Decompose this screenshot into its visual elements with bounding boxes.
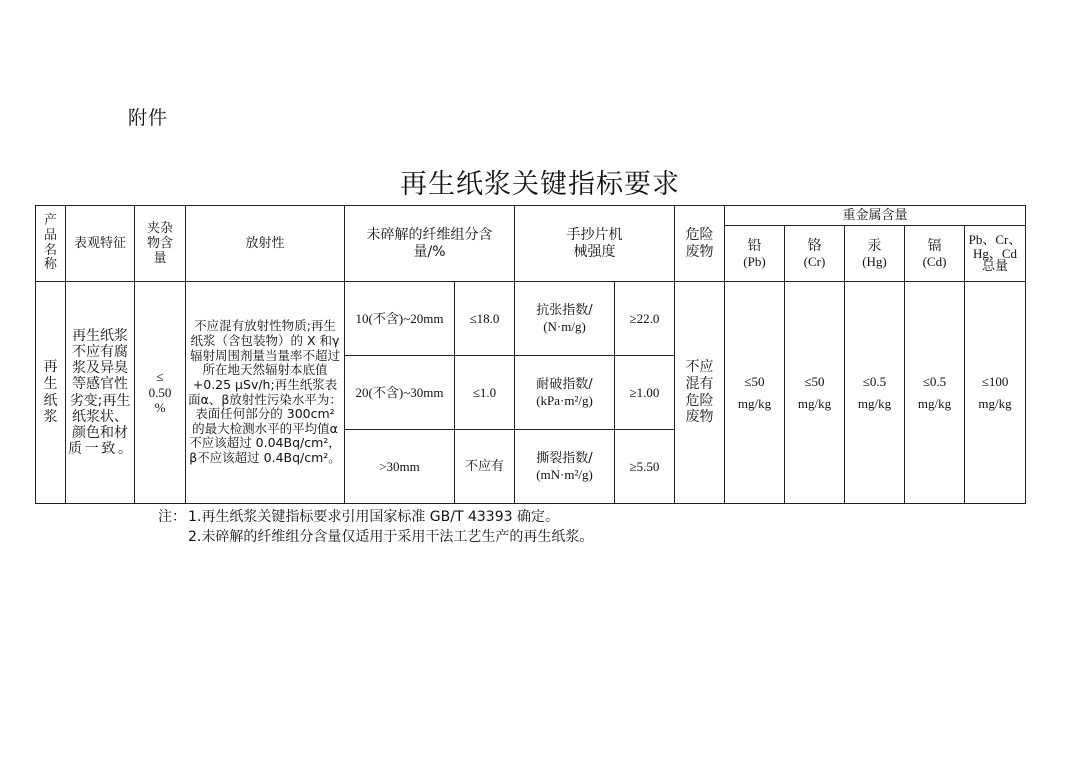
product-cell: 再生纸浆 <box>36 282 66 504</box>
header-hazardous: 危险废物 <box>675 206 725 282</box>
tensile-unit: (N·m/g) <box>543 318 586 334</box>
fiber-range-3: >30mm <box>345 430 455 504</box>
total-limit: ≤100 <box>981 374 1009 390</box>
total-line1: Pb、Cr、 <box>968 232 1022 248</box>
fiber-range-2: 20(不含)~30mm <box>345 356 455 430</box>
tear-label: 撕裂指数/ <box>536 451 593 467</box>
impurity-cell <box>135 282 186 504</box>
hg-limit-cell <box>845 282 905 504</box>
header-hg <box>845 226 905 282</box>
spec-table <box>35 205 1026 504</box>
header-total <box>965 226 1026 282</box>
attachment-label: 附件 <box>128 107 169 129</box>
tensile-label: 抗张指数/ <box>536 303 593 319</box>
hg-unit: mg/kg <box>857 395 892 411</box>
fiber-limit-3: 不应有 <box>455 430 515 504</box>
header-cr <box>785 226 845 282</box>
total-unit: mg/kg <box>978 395 1012 411</box>
cd-unit: mg/kg <box>917 395 952 411</box>
cd-symbol: (Cd) <box>922 254 947 270</box>
note-2-text: 2.未碎解的纤维组分含量仅适用于采用干法工艺生产的再生纸浆。 <box>188 529 594 545</box>
note-1-text: 1.再生纸浆关键指标要求引用国家标准 GB/T 43393 确定。 <box>188 509 559 525</box>
fiber-limit-2: ≤1.0 <box>455 356 515 430</box>
strength-name-3 <box>515 430 615 504</box>
burst-unit: (kPa·m²/g) <box>536 392 593 408</box>
header-handsheet: 手抄片机械强度 <box>515 206 675 282</box>
appearance-cell: 再生纸浆不应有腐浆及异臭等感官性劣变;再生纸浆状、颜色和材质一致。 <box>66 282 135 504</box>
pb-name: 铅 <box>747 237 762 254</box>
hg-symbol: (Hg) <box>862 254 887 270</box>
strength-name-2 <box>515 356 615 430</box>
radioactivity-cell: 不应混有放射性物质;再生纸浆（含包装物）的 X 和γ辐射周围剂量当量率不超过所在地天然辐射本底值 +0.25 μSv/h;再生纸浆表面α、β放射性污染水平为：表面任何部分的 300cm² 的最大检测水平的平均值α不应该超过 0.04Bq/cm²，β不应该超过 0.4Bq/cm²。 <box>186 282 345 504</box>
strength-limit-3: ≥5.50 <box>615 430 675 504</box>
document-title: 再生纸浆关键指标要求 <box>400 169 680 200</box>
data-row-1 <box>36 282 1026 356</box>
total-limit-cell <box>965 282 1026 504</box>
header-appearance: 表观特征 <box>66 206 135 282</box>
strength-name-1 <box>515 282 615 356</box>
cr-limit-cell <box>785 282 845 504</box>
burst-label: 耐破指数/ <box>536 377 593 393</box>
notes-label: 注： <box>158 509 186 525</box>
hazardous-cell: 不应混有危险废物 <box>675 282 725 504</box>
header-product-name: 产品名称 <box>36 206 66 282</box>
pb-unit: mg/kg <box>737 395 772 411</box>
header-heavy-metal: 重金属含量 <box>725 206 1026 226</box>
pb-symbol: (Pb) <box>743 254 766 270</box>
strength-limit-1: ≥22.0 <box>615 282 675 356</box>
strength-limit-2: ≥1.00 <box>615 356 675 430</box>
impurity-unit: % <box>154 400 166 416</box>
cr-limit: ≤50 <box>804 374 825 390</box>
fiber-limit-1: ≤18.0 <box>455 282 515 356</box>
header-cd <box>905 226 965 282</box>
cr-name: 铬 <box>807 237 822 254</box>
cd-name: 镉 <box>927 237 942 254</box>
pb-limit: ≤50 <box>744 374 765 390</box>
impurity-symbol: ≤ <box>156 369 164 385</box>
hg-name: 汞 <box>867 237 882 254</box>
pb-limit-cell <box>725 282 785 504</box>
impurity-value: 0.50 <box>148 384 172 400</box>
total-line3: 总量 <box>982 259 1009 275</box>
tear-unit: (mN·m²/g) <box>536 466 593 482</box>
header-row-1 <box>36 206 1026 226</box>
header-impurity: 夹杂物含量 <box>135 206 186 282</box>
cr-symbol: (Cr) <box>803 254 826 270</box>
header-radioactivity: 放射性 <box>186 206 345 282</box>
note-1 <box>158 507 593 527</box>
header-unbroken-fiber: 未碎解的纤维组分含量/% <box>345 206 515 282</box>
cd-limit-cell <box>905 282 965 504</box>
cd-limit: ≤0.5 <box>922 374 947 390</box>
note-2 <box>158 527 593 547</box>
fiber-range-1: 10(不含)~20mm <box>345 282 455 356</box>
total-line2: Hg、Cd <box>972 245 1018 261</box>
hg-limit: ≤0.5 <box>862 374 887 390</box>
header-pb <box>725 226 785 282</box>
cr-unit: mg/kg <box>797 395 832 411</box>
notes <box>158 507 593 547</box>
